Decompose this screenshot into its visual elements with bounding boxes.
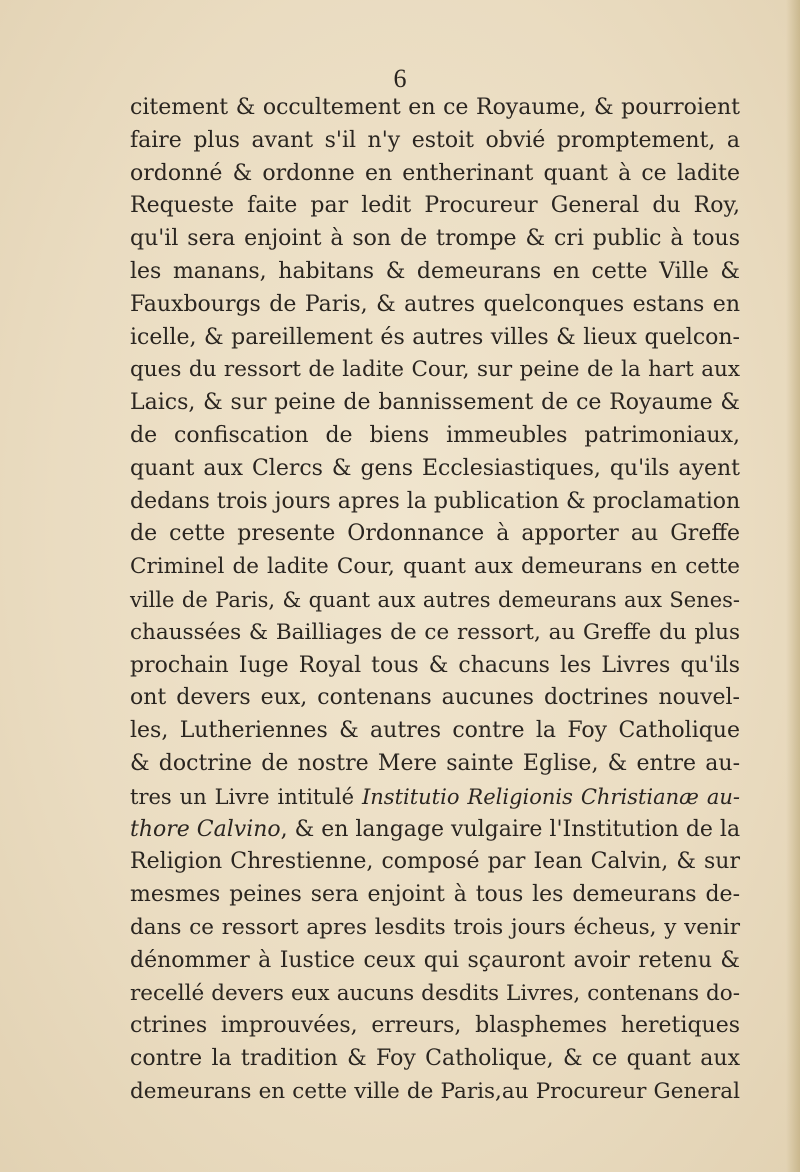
- book-title-italic: Institutio Religionis Christianæ au-: [361, 784, 740, 809]
- text-line: les manans, habitans & demeurans en cette Ville &: [130, 258, 740, 284]
- text-line: les, Lutheriennes & autres contre la Foy Catholique: [130, 718, 740, 744]
- page-number: 6: [393, 64, 407, 93]
- text-line: ont devers eux, contenans aucunes doctrines nouvel-: [130, 685, 740, 711]
- text-line: recellé devers eux aucuns desdits Livres, contenans do-: [130, 980, 740, 1006]
- text-line: de confiscation de biens immeubles patrimoniaux,: [130, 422, 740, 448]
- text-line: Fauxbourgs de Paris, & autres quelconques estans en: [130, 291, 740, 317]
- text-line: & doctrine de nostre Mere sainte Eglise, & entre au-: [130, 750, 740, 776]
- text-run: , & en langage vulgaire l'Institution de la: [280, 816, 741, 842]
- text-line: ctrines improuvées, erreurs, blasphemes heretiques: [130, 1013, 740, 1039]
- text-line: Criminel de ladite Cour, quant aux demeurans en cette: [130, 554, 740, 580]
- text-line: Requeste faite par ledit Procureur General du Roy,: [130, 193, 740, 219]
- text-line: quant aux Clercs & gens Ecclesiastiques, qu'ils ayent: [130, 455, 740, 481]
- text-line: dans ce ressort apres lesdits trois jours écheus, y venir: [130, 914, 740, 940]
- text-line: Laics, & sur peine de bannissement de ce Royaume &: [130, 390, 740, 416]
- text-line-with-title: [130, 814, 740, 847]
- text-line: dedans trois jours apres la publication & proclamation: [130, 488, 741, 514]
- book-title-italic: thore Calvino: [130, 816, 281, 842]
- text-line: de cette presente Ordonnance à apporter au Greffe: [130, 521, 740, 547]
- text-line: chaussées & Bailliages de ce ressort, au Greffe du plus: [130, 619, 740, 645]
- text-line: ques du ressort de ladite Cour, sur peine de la hart aux: [130, 357, 740, 383]
- text-line: ordonné & ordonne en entherinant quant à ce ladite: [130, 160, 740, 186]
- text-line: citement & occultement en ce Royaume, & pourroient: [130, 95, 740, 120]
- text-line: mesmes peines sera enjoint à tous les demeurans de-: [130, 882, 740, 908]
- text-line: faire plus avant s'il n'y estoit obvié promptement, a: [130, 127, 740, 153]
- text-line: contre la tradition & Foy Catholique, & ce quant aux: [130, 1046, 740, 1072]
- text-line: ville de Paris, & quant aux autres demeurans aux Senes-: [130, 587, 740, 612]
- body-text: [130, 92, 740, 1109]
- page-edge-shadow: [786, 0, 800, 1172]
- text-line: demeurans en cette ville de Paris,au Procureur General: [130, 1078, 740, 1104]
- text-line: dénommer à Iustice ceux qui sçauront avoir retenu &: [130, 947, 740, 973]
- text-line: prochain Iuge Royal tous & chacuns les Livres qu'ils: [130, 652, 740, 678]
- text-run: tres un Livre intitulé: [130, 784, 362, 809]
- text-line: Religion Chrestienne, composé par Iean Calvin, & sur: [130, 849, 740, 875]
- text-line: icelle, & pareillement és autres villes & lieux quelcon-: [130, 324, 740, 350]
- text-line: qu'il sera enjoint à son de trompe & cri public à tous: [130, 226, 740, 252]
- text-line-with-title: [130, 781, 740, 814]
